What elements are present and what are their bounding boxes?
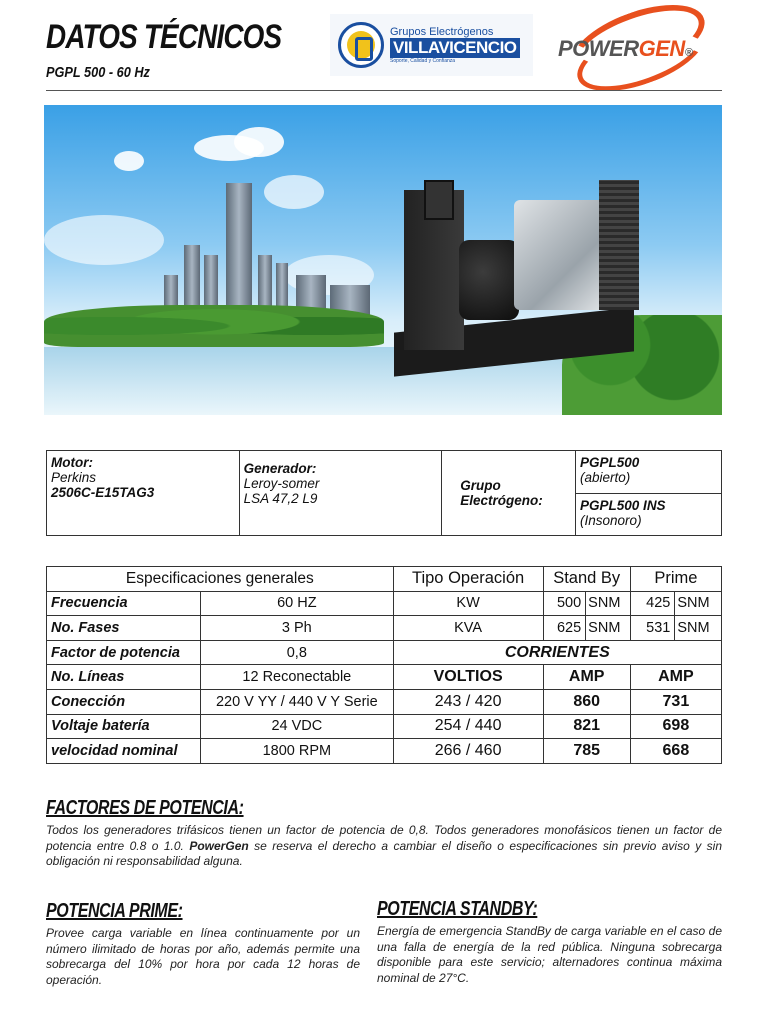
spec-header-general: Especificaciones generales [47, 567, 394, 592]
components-table [46, 450, 722, 536]
prime-text: Provee carga variable en línea continuamente por un número ilimitado de horas por año, además permite una sobrecarga del 10% por hora por cada 12 horas de operación. [46, 926, 360, 987]
specs-table [46, 566, 722, 764]
spec-value: 12 Reconectable [201, 665, 394, 690]
factores-text-b: se reserva el derecho a cambiar el diseño o especificaciones sin previo aviso y sin obligación ni responsabilidad alguna. [46, 838, 722, 868]
power-standby-unit: SNM [586, 616, 631, 641]
table-row [47, 689, 722, 714]
factores-title: FACTORES DE POTENCIA: [46, 797, 244, 819]
current-amp-standby: 785 [543, 739, 630, 764]
table-row [47, 567, 722, 592]
current-amp-prime: 698 [630, 714, 721, 739]
villa-logo-line1: Grupos Electrógenos [390, 26, 494, 38]
voltios-header: VOLTIOS [393, 665, 543, 690]
factores-text [46, 823, 722, 870]
villavicencio-emblem-icon [338, 22, 384, 68]
pg-text-power: POWER [558, 36, 639, 61]
motor-label: Motor: [51, 455, 93, 470]
generador-label: Generador: [243, 461, 317, 476]
powergen-logo-text [558, 36, 692, 62]
power-standby: 625 [543, 616, 586, 641]
amp-prime-header: AMP [630, 665, 721, 690]
prime-title: POTENCIA PRIME: [46, 900, 183, 922]
table-row [47, 591, 722, 616]
page-subtitle: PGPL 500 - 60 Hz [46, 64, 150, 81]
spec-label: No. Líneas [47, 665, 201, 690]
villa-logo-line2: VILLAVICENCIO [390, 38, 520, 58]
motor-model: 2506C-E15TAG3 [51, 485, 155, 500]
power-tipo: KW [393, 591, 543, 616]
current-amp-prime: 668 [630, 739, 721, 764]
power-standby-unit: SNM [586, 591, 631, 616]
current-voltios: 266 / 460 [393, 739, 543, 764]
spec-value: 60 HZ [201, 591, 394, 616]
grupo-model2-desc: (Insonoro) [580, 512, 642, 528]
spec-label: velocidad nominal [47, 739, 201, 764]
grupo-model2: PGPL500 INS [580, 497, 666, 513]
current-amp-standby: 821 [543, 714, 630, 739]
power-standby: 500 [543, 591, 586, 616]
grupo-model2-cell [576, 493, 722, 536]
grupo-model1-desc: (abierto) [580, 470, 631, 485]
table-row [47, 665, 722, 690]
spec-label: Factor de potencia [47, 640, 201, 665]
powergen-logo [556, 10, 720, 80]
generador-brand: Leroy-somer [243, 476, 320, 491]
spec-label: Conección [47, 689, 201, 714]
current-amp-standby: 860 [543, 689, 630, 714]
standby-title: POTENCIA STANDBY: [377, 898, 538, 920]
spec-value: 0,8 [201, 640, 394, 665]
generador-cell [239, 451, 442, 536]
motor-brand: Perkins [51, 470, 97, 485]
hero-image [44, 105, 722, 415]
power-tipo: KVA [393, 616, 543, 641]
spec-label: Voltaje batería [47, 714, 201, 739]
spec-header-tipo: Tipo Operación [393, 567, 543, 592]
current-amp-prime: 731 [630, 689, 721, 714]
amp-standby-header: AMP [543, 665, 630, 690]
power-prime-unit: SNM [675, 616, 722, 641]
power-prime: 531 [630, 616, 675, 641]
spec-header-standby: Stand By [543, 567, 630, 592]
spec-label: No. Fases [47, 616, 201, 641]
pg-text-gen: GEN [638, 36, 685, 61]
standby-text: Energía de emergencia StandBy de carga variable en el caso de una falla de energía de la red pública. Ninguna sobrecarga disponible para este servicio; alternadores continua máxima nominal de 27°C. [377, 924, 722, 985]
current-voltios: 243 / 420 [393, 689, 543, 714]
generator-set-photo [384, 170, 634, 380]
table-row [47, 616, 722, 641]
spec-value: 24 VDC [201, 714, 394, 739]
villa-logo-line3: Soporte, Calidad y Confianza [390, 58, 456, 64]
table-row [47, 714, 722, 739]
factores-text-a: Todos los generadores trifásicos tienen un factor de potencia de 0,8. Todos generadores monofásicos tienen un factor de potencia entre 0.8 o 1.0. [46, 823, 722, 853]
factores-brand: PowerGen [189, 838, 249, 853]
spec-value: 3 Ph [201, 616, 394, 641]
motor-cell [47, 451, 240, 536]
power-prime-unit: SNM [675, 591, 722, 616]
grupo-model1: PGPL500 [580, 455, 640, 470]
spec-value: 1800 RPM [201, 739, 394, 764]
corrientes-label: CORRIENTES [393, 640, 721, 665]
current-voltios: 254 / 440 [393, 714, 543, 739]
header-divider [46, 90, 722, 91]
page-title: DATOS TÉCNICOS [46, 18, 282, 56]
spec-header-prime: Prime [630, 567, 721, 592]
grupo-label: Grupo Electrógeno: [442, 451, 576, 536]
spec-label: Frecuencia [47, 591, 201, 616]
spec-value: 220 V YY / 440 V Y Serie [201, 689, 394, 714]
power-prime: 425 [630, 591, 675, 616]
grupo-model1-cell [576, 451, 722, 494]
table-row [47, 739, 722, 764]
pg-text-reg: ® [684, 47, 693, 59]
table-row [47, 640, 722, 665]
villavicencio-logo [330, 14, 533, 76]
generador-model: LSA 47,2 L9 [243, 491, 318, 506]
